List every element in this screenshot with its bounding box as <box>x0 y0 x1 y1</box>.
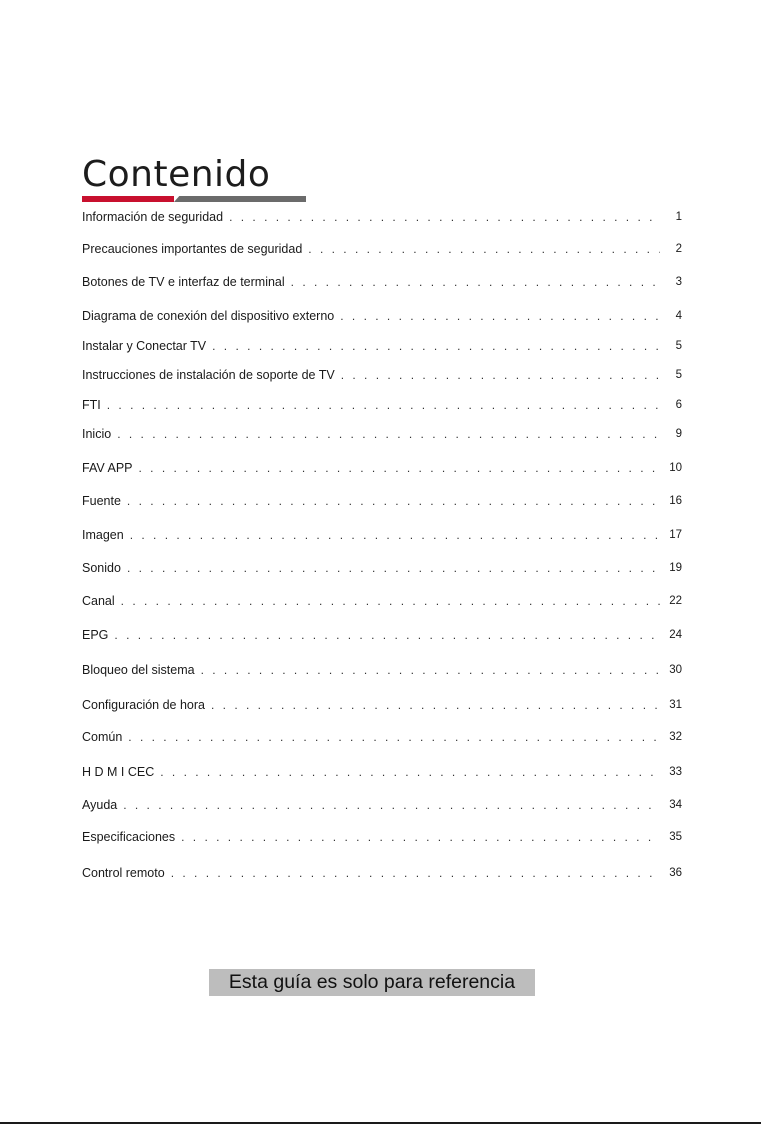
toc-dot-leader <box>291 275 660 289</box>
toc-item-page: 3 <box>675 276 682 288</box>
toc-item-page: 19 <box>669 562 682 574</box>
toc-item[interactable] <box>82 271 682 293</box>
toc-item-label: Imagen <box>82 528 124 542</box>
toc-item-page: 5 <box>675 340 682 352</box>
reference-note: Esta guía es solo para referencia <box>209 969 535 996</box>
toc-item-label: Común <box>82 730 123 744</box>
toc-dot-leader <box>201 663 660 677</box>
toc-item-label: Fuente <box>82 494 121 508</box>
toc-item[interactable] <box>82 423 682 445</box>
toc-item[interactable] <box>82 624 682 646</box>
toc-item-page: 10 <box>669 462 682 474</box>
toc-dot-leader <box>340 309 660 323</box>
toc-dot-leader <box>212 339 660 353</box>
toc-item[interactable] <box>82 490 682 512</box>
toc-item[interactable] <box>82 590 682 612</box>
toc-item-page: 31 <box>669 699 682 711</box>
toc-item-label: H D M I CEC <box>82 765 155 779</box>
toc-dot-leader <box>171 866 660 880</box>
toc-item-label: Inicio <box>82 427 112 441</box>
toc-item[interactable] <box>82 335 682 357</box>
toc-item-label: Instrucciones de instalación de soporte de TV <box>82 368 335 382</box>
title-underline-gray <box>174 196 306 202</box>
toc-dot-leader <box>127 561 660 575</box>
toc-item-page: 16 <box>669 495 682 507</box>
toc-item[interactable] <box>82 364 682 386</box>
toc-dot-leader <box>127 494 660 508</box>
toc-item[interactable] <box>82 826 682 848</box>
toc-item-label: Especificaciones <box>82 830 176 844</box>
toc-item-label: Precauciones importantes de seguridad <box>82 242 303 256</box>
toc-dot-leader <box>181 830 660 844</box>
toc-dot-leader <box>128 730 660 744</box>
toc-dot-leader <box>121 594 660 608</box>
toc-item[interactable] <box>82 862 682 884</box>
toc-item-label: FTI <box>82 398 101 412</box>
toc-dot-leader <box>341 368 660 382</box>
toc-item[interactable] <box>82 206 682 228</box>
toc-dot-leader <box>139 461 661 475</box>
toc-item-label: Canal <box>82 594 115 608</box>
toc-item-page: 2 <box>675 243 682 255</box>
toc-item-page: 24 <box>669 629 682 641</box>
toc-dot-leader <box>123 798 660 812</box>
toc-dot-leader <box>229 210 660 224</box>
toc-item-label: EPG <box>82 628 109 642</box>
toc-dot-leader <box>107 398 660 412</box>
toc-item[interactable] <box>82 394 682 416</box>
toc-item-label: Diagrama de conexión del dispositivo externo <box>82 309 335 323</box>
toc-item[interactable] <box>82 305 682 327</box>
toc-item-page: 34 <box>669 799 682 811</box>
toc-item-page: 4 <box>675 310 682 322</box>
toc-item[interactable] <box>82 557 682 579</box>
title-underline-red <box>82 196 174 202</box>
toc-item[interactable] <box>82 726 682 748</box>
toc-dot-leader <box>117 427 660 441</box>
toc-item[interactable] <box>82 524 682 546</box>
toc-item-page: 35 <box>669 831 682 843</box>
toc-item-label: Configuración de hora <box>82 698 205 712</box>
toc-item-label: Instalar y Conectar TV <box>82 339 207 353</box>
toc-item-page: 36 <box>669 867 682 879</box>
toc-item-label: FAV APP <box>82 461 133 475</box>
toc-item-label: Botones de TV e interfaz de terminal <box>82 275 285 289</box>
toc-dot-leader <box>130 528 660 542</box>
toc-item-label: Control remoto <box>82 866 165 880</box>
toc-item-label: Sonido <box>82 561 121 575</box>
toc-item-label: Bloqueo del sistema <box>82 663 195 677</box>
toc-item-page: 5 <box>675 369 682 381</box>
toc-item[interactable] <box>82 659 682 681</box>
toc-item-page: 17 <box>669 529 682 541</box>
toc-dot-leader <box>308 242 660 256</box>
toc-item-page: 30 <box>669 664 682 676</box>
toc-item-page: 32 <box>669 731 682 743</box>
toc-item-page: 9 <box>675 428 682 440</box>
toc-item-page: 1 <box>675 211 682 223</box>
page-title: Contenido <box>82 154 271 195</box>
toc-item[interactable] <box>82 694 682 716</box>
toc-item-label: Información de seguridad <box>82 210 224 224</box>
toc-dot-leader <box>114 628 660 642</box>
toc-dot-leader <box>211 698 660 712</box>
toc-dot-leader <box>160 765 660 779</box>
toc-item-page: 22 <box>669 595 682 607</box>
toc-item[interactable] <box>82 238 682 260</box>
toc-item[interactable] <box>82 457 682 479</box>
title-underline <box>82 196 306 202</box>
toc-item-label: Ayuda <box>82 798 118 812</box>
toc-item-page: 33 <box>669 766 682 778</box>
toc-item-page: 6 <box>675 399 682 411</box>
toc-item[interactable] <box>82 794 682 816</box>
toc-item[interactable] <box>82 761 682 783</box>
